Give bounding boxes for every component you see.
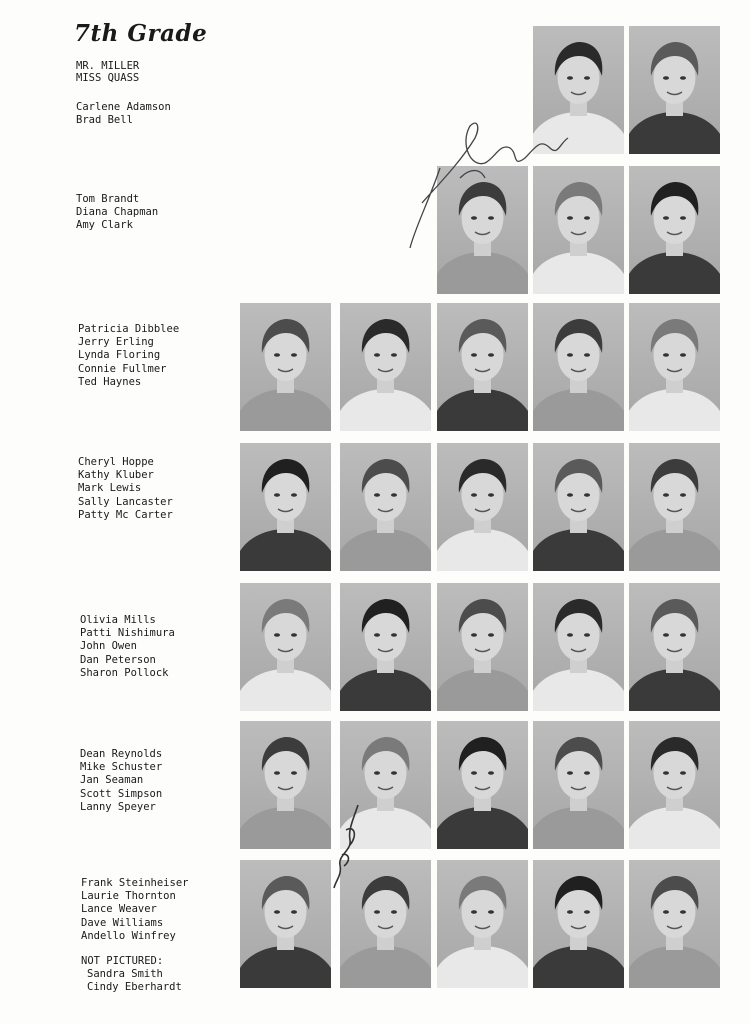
row-5-names xyxy=(80,614,175,680)
student-photo xyxy=(437,721,528,849)
student-name: Cheryl Hoppe xyxy=(78,456,154,468)
student-photo xyxy=(629,721,720,849)
student-name: Carlene Adamson xyxy=(76,101,171,113)
student-photo xyxy=(629,166,720,294)
student-name: Mike Schuster xyxy=(80,761,163,774)
student-name: Jerry Erling xyxy=(78,336,154,349)
student-photo xyxy=(533,721,624,849)
row-3-names xyxy=(78,323,179,389)
student-name: Lance Weaver xyxy=(81,903,157,916)
student-name: Andello Winfrey xyxy=(81,929,176,942)
student-name: Diana Chapman xyxy=(76,206,159,219)
student-photo xyxy=(629,583,720,711)
student-name: Scott Simpson xyxy=(80,787,163,800)
autograph-signature xyxy=(328,800,368,890)
student-photo xyxy=(629,26,720,154)
student-photo xyxy=(240,303,331,431)
teacher-name: MISS QUASS xyxy=(76,72,140,84)
not-pictured-label: NOT PICTURED: xyxy=(81,955,164,967)
student-name: Laurie Thornton xyxy=(81,890,176,903)
row-2-names xyxy=(76,193,158,233)
student-name: Brad Bell xyxy=(76,114,133,127)
autograph-signature xyxy=(400,108,575,258)
student-photo xyxy=(533,860,624,988)
student-name: Sandra Smith xyxy=(87,968,163,981)
student-name: Patty Mc Carter xyxy=(78,508,173,521)
student-photo xyxy=(240,443,331,571)
student-name: Patti Nishimura xyxy=(80,627,175,640)
student-name: Dave Williams xyxy=(81,916,164,929)
not-pictured-list xyxy=(81,955,182,995)
student-photo xyxy=(240,583,331,711)
student-photo xyxy=(437,443,528,571)
student-name: Connie Fullmer xyxy=(78,362,167,375)
student-photo xyxy=(437,860,528,988)
student-name: Tom Brandt xyxy=(76,193,140,205)
student-photo xyxy=(340,443,431,571)
student-photo xyxy=(533,443,624,571)
student-name: Frank Steinheiser xyxy=(81,877,189,889)
student-photo xyxy=(340,583,431,711)
student-photo xyxy=(240,721,331,849)
student-photo xyxy=(629,443,720,571)
student-photo xyxy=(629,860,720,988)
student-name: Kathy Kluber xyxy=(78,469,154,482)
page-title: 7th Grade xyxy=(74,20,208,47)
student-name: Sharon Pollock xyxy=(80,666,169,679)
student-name: Patricia Dibblee xyxy=(78,323,180,335)
row-4-names xyxy=(78,456,173,522)
student-name: Jan Seaman xyxy=(80,774,144,787)
student-photo xyxy=(533,583,624,711)
student-photo xyxy=(533,303,624,431)
student-photo xyxy=(240,860,331,988)
student-name: Sally Lancaster xyxy=(78,495,173,508)
student-name: Lanny Speyer xyxy=(80,800,156,813)
student-name: Mark Lewis xyxy=(78,482,142,495)
student-name: Dan Peterson xyxy=(80,653,156,666)
student-name: Lynda Floring xyxy=(78,349,161,362)
student-name: Dean Reynolds xyxy=(80,748,163,760)
student-name: Ted Haynes xyxy=(78,375,142,388)
student-photo xyxy=(437,303,528,431)
row-6-names xyxy=(80,748,162,814)
teacher-name: MR. MILLER xyxy=(76,60,140,72)
student-photo xyxy=(629,303,720,431)
student-name: Amy Clark xyxy=(76,219,133,232)
student-name: Cindy Eberhardt xyxy=(87,981,182,994)
student-photo xyxy=(340,303,431,431)
teachers-list xyxy=(76,60,139,84)
student-photo xyxy=(437,583,528,711)
row-1-names xyxy=(76,101,171,127)
row-7-names xyxy=(81,877,188,943)
student-name: Olivia Mills xyxy=(80,614,156,626)
student-name: John Owen xyxy=(80,640,137,653)
